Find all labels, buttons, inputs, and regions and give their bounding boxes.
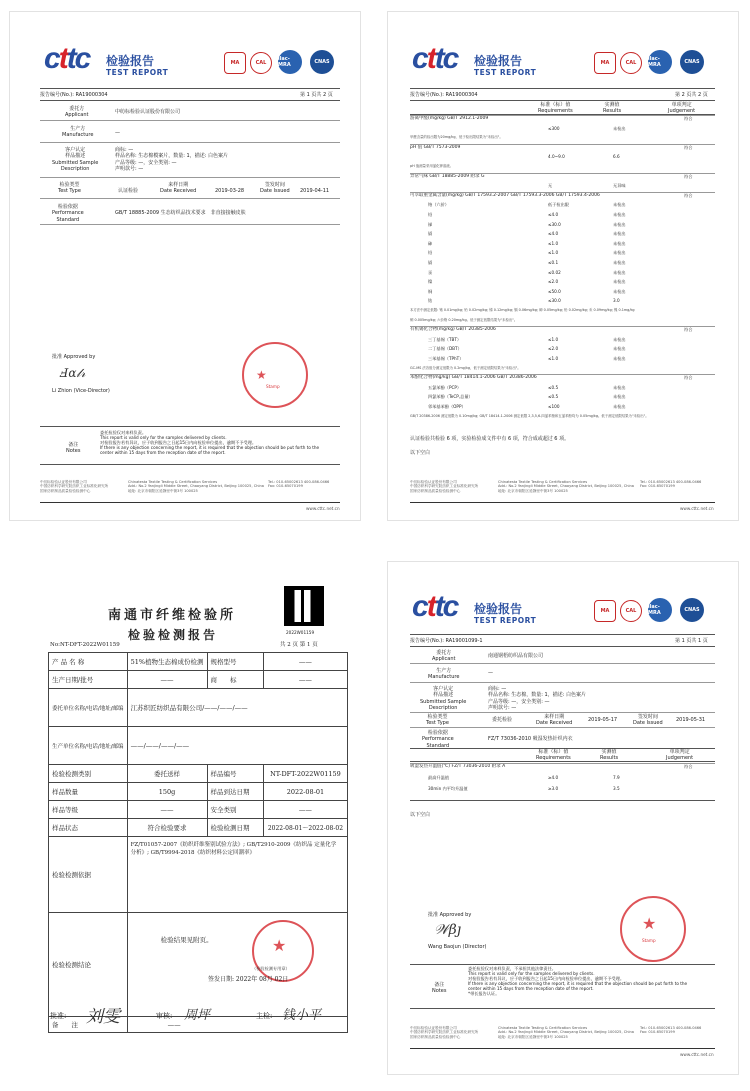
notes-label: 备注 Notes [66, 442, 81, 455]
issued-label: 签发时间 Date Issued [260, 182, 290, 195]
manufacture-value: — [488, 670, 493, 676]
logo-en: TEST REPORT [474, 616, 537, 625]
ma-badge-icon: MA [594, 600, 616, 622]
result-item-name: 镍 [428, 279, 433, 285]
safety-label: 安全类别 [207, 801, 263, 819]
result-judgement: 符合 [684, 173, 693, 179]
report-doc-1 [10, 12, 360, 520]
cal-badge-icon: CAL [620, 600, 642, 622]
result-requirement: 无 [548, 183, 553, 189]
footer-left: 中纺标检验认证股份有限公司 中国纺织科学研究院纺织工业标准化研究所 国家纺织制品质量检验检测中心 [40, 480, 109, 493]
remark-label: 备 注 [49, 1017, 128, 1033]
footer-right: Tel.: 010-65002613 400-086-0466 Fax: 010-65070199 [640, 1026, 702, 1035]
result-measured: 未检出 [613, 212, 626, 217]
basis-label: 检验依据 Performance Standard [422, 730, 454, 749]
qty-label: 样品数量 [49, 783, 128, 801]
result-item-name: 异常气味 GB/T 18885-2009 附录 G [410, 173, 485, 179]
result-requirement: ≤0.5 [548, 394, 559, 400]
footer-left: 中纺标检验认证股份有限公司 中国纺织科学研究院纺织工业标准化研究所 国家纺织制品质量检验检测中心 [410, 1026, 479, 1039]
issued-label: 签发时间 Date Issued [633, 714, 663, 727]
website: www.cttc.net.cn [680, 1052, 714, 1057]
logo-cn: 检验报告 [474, 54, 523, 68]
footer-left: 中纺标检验认证股份有限公司 中国纺织科学研究院纺织工业标准化研究所 国家纺织制品质量检验检测中心 [410, 480, 479, 493]
stamp-label: Stamp [642, 938, 656, 943]
result-measured: 未检出 [613, 384, 626, 390]
result-requirement: ≤1.0 [548, 356, 559, 361]
result-requirement: ≤30.0 [548, 298, 561, 304]
received-label: 来样日期 Date Received [160, 182, 197, 195]
notes-text: 委托检验仅对来样负责，不承担其他法律责任。 This report is valid only for the samples delivered by clients. 对检验报告若有异议，应于收到报告之日起15日内向检验单位提出，逾期不予受理。 If there is any objection concerning the report, it is required that the objection should be put forth to the center within 15 days from the reception date of the report. *带长报告认证。 [468, 966, 688, 997]
sample-desc-label: 客户认定 样品描述 Submitted Sample Description [420, 686, 467, 711]
approver-signature: Ⅎα𝓁𝓇 [60, 366, 86, 380]
result-measured: 6.6 [613, 154, 620, 160]
stamp-note: （检验检测专用章） [252, 966, 290, 971]
info-table [48, 652, 348, 1033]
col-requirements: 标准（标）值 Requirements [536, 749, 571, 762]
result-item-name: 铜 [428, 288, 433, 294]
basis-label: 检验检测依据 [49, 837, 128, 913]
client-label: 委托单位名称/电话/地址/邮编 [49, 689, 128, 727]
result-requirement: ≤4.0 [548, 212, 559, 217]
result-item-name: 二丁基锡（DBT） [428, 346, 462, 352]
date-label: 生产日期/批号 [49, 671, 128, 689]
report-doc-4 [388, 562, 738, 1074]
cnas-badge-icon: CNAS [680, 598, 704, 622]
producer-label: 生产单位名称/电话/地址/邮编 [49, 727, 128, 765]
summary: 认证检验共检验 6 项，实验检验成文件中有 6 项，符合成或超过 6 项。 [410, 436, 570, 442]
arrive-label: 样品到达日期 [207, 783, 263, 801]
logo-en: TEST REPORT [106, 68, 169, 77]
page-number: 第 1 页共 2 页 [300, 92, 333, 98]
col-judgement: 单项判定 Judgement [666, 749, 694, 762]
report-number: 报告编号(No.): RA19000304 [410, 92, 478, 98]
notes-label: 备注 Notes [432, 982, 447, 995]
logo-cn: 检验报告 [474, 602, 523, 616]
result-measured: 未检出 [613, 336, 626, 342]
result-item-name: 四氯苯酚（TeCP,总量） [428, 394, 473, 400]
qty-value: 150g [127, 783, 207, 801]
result-item-name: 游离甲醛(mg/kg) GB/T 2912.1-2009 [410, 116, 489, 121]
official-seal: ★ [252, 920, 314, 982]
row-divider [410, 173, 715, 174]
sample-no-value: NT-DFT-2022W01159 [263, 765, 347, 783]
footer-right: Tel.: 010-65002613 400-086-0466 Fax: 010-65070199 [268, 480, 330, 489]
result-judgement: 符合 [684, 327, 693, 333]
report-number: 报告编号(No.): RA19001099-1 [410, 638, 483, 644]
client-value: 中纺标检验认证股份有限公司 [115, 109, 181, 115]
cal-badge-icon: CAL [250, 52, 272, 74]
result-measured: 3.0 [613, 298, 620, 304]
cnas-badge-icon: CNAS [680, 50, 704, 74]
main-signature: 钱小平 [282, 1008, 322, 1023]
basis-value: GB/T 18885-2009 生态纺织品技术要求 非直接接触皮肤 [115, 210, 246, 216]
grade-label: 样品等级 [49, 801, 128, 819]
ma-badge-icon: MA [594, 52, 616, 74]
result-measured: 未检出 [613, 404, 626, 409]
state-value: 符合检验要求 [127, 819, 207, 837]
result-requirement: 4.0~9.0 [548, 154, 565, 160]
result-item-name: 锑 [428, 221, 433, 227]
logo-en: TEST REPORT [474, 68, 537, 77]
result-requirement: ≤50.0 [548, 288, 561, 294]
result-requirement: ≤30.0 [548, 221, 561, 227]
grade-value: —— [127, 801, 207, 819]
result-measured: 未检出 [613, 356, 626, 361]
audit-signature: 周坪 [184, 1008, 211, 1023]
result-requirement: ≤0.02 [548, 269, 561, 275]
received-value: 2019-03-28 [215, 188, 245, 194]
result-item-name: 甲醛含量的检出限为20mg/kg，低于检出限结果为"未检出"。 [410, 135, 503, 140]
result-item-name: 三丁基锡（TBT） [428, 336, 462, 342]
col-requirements: 标准（标）值 Requirements [538, 102, 573, 115]
result-measured: 未检出 [613, 231, 626, 237]
result-requirement: ≤0.1 [548, 260, 559, 265]
sample-no-label: 样品编号 [207, 765, 263, 783]
result-item-name: 铬（六价） [428, 202, 449, 208]
result-item-name: 30min 内平均升温值 [428, 786, 468, 791]
row-divider [410, 326, 715, 327]
conclusion-value: 检验结果见附页。 [160, 936, 213, 944]
type-value: 委托送样 [127, 765, 207, 783]
received-value: 2019-05-17 [588, 717, 618, 723]
result-measured: 未检出 [613, 279, 626, 285]
type-label: 检验检测类别 [49, 765, 128, 783]
main-label: 主检: [256, 1012, 273, 1020]
row-divider [410, 374, 715, 375]
sample-desc-label: 客户认定 样品描述 Submitted Sample Description [52, 147, 99, 172]
issued-value: 2019-05-31 [676, 717, 706, 723]
cttc-logo: cttc [412, 590, 458, 623]
result-item-name: pH 值 GB/T 7573-2009 [410, 144, 461, 150]
row-divider [410, 115, 715, 116]
result-judgement: 符合 [684, 192, 693, 198]
date-value: —— [127, 671, 207, 689]
report-number: 报告编号(No.): RA19000304 [40, 92, 108, 98]
basis-value-2: 分析》; GB/T9994-2018《纺织材料公定回潮率》 [130, 850, 255, 856]
result-measured: 未检出 [613, 288, 626, 294]
approve-signature: 刘雯 [86, 1007, 120, 1027]
result-requirement: ≤4.0 [548, 231, 559, 237]
result-measured: 未检出 [613, 250, 626, 256]
ilac-badge-icon: ilac-MRA [648, 50, 672, 74]
test-type-value: 认证检验 [118, 188, 139, 194]
basis-label: 检验依据 Performance Standard [52, 204, 84, 223]
report-title-2: 检验检测报告 [128, 628, 219, 642]
result-item-name: 五氯苯酚（PCP） [428, 384, 462, 390]
footer-mid: Chinatesta Textile Testing & Certification Services Add.: No.2 Yanjingli Middle Street, Chaoyang District, Beijing 100025, China 地址: 北京市朝阳区延静里中街3号 100025 [498, 480, 634, 493]
test-type-value: 委托检验 [492, 717, 513, 723]
result-item-name: 本方法中测定低限: 铬 0.01mg/kg; 铅 0.02mg/kg; 锑 0.12mg/kg; 镉 0.06mg/kg; 砷 0.05mg/kg; 铅 0.02mg/kg; 汞 0.09mg/kg; 镍 0.1mg/kg [410, 308, 635, 312]
basis-value: FZ/T 73036-2010 吸湿发热针织内衣 [488, 736, 573, 742]
official-seal: ★ [620, 896, 686, 962]
result-measured: 未检出 [613, 260, 626, 265]
received-label: 来样日期 Date Received [536, 714, 573, 727]
client-value: 江苏织匠纺织品有限公司/——/——/—— [127, 689, 347, 727]
stamp-label: Stamp [266, 384, 280, 389]
spec-value: —— [263, 653, 347, 671]
producer-value: ——/——/——/—— [127, 727, 347, 765]
sign-date: 签发日期: 2022年 08月 02日 [208, 976, 289, 983]
result-item-name: 钴 [428, 298, 433, 304]
approved-label: 批准 Approved by [52, 354, 96, 360]
result-item-name: 汞 [428, 269, 433, 275]
ilac-badge-icon: ilac-MRA [648, 598, 672, 622]
approved-label: 批准 Approved by [428, 912, 472, 918]
result-item-name: 铅 [428, 212, 433, 217]
col-results: 实测值 Results [600, 749, 619, 762]
result-item-name: 铜 0.005mg/kg; 六价铬 0.20mg/kg。低于测定低限结果为"未检出"。 [410, 317, 518, 322]
report-doc-2 [388, 12, 738, 520]
sample-desc-value: 商标: — 样品名称: 生态棉模案片，数量: 1，描述: 白色案片 产品等级: —，安全类别: — 声明款号: — [115, 147, 229, 172]
ilac-badge-icon: ilac-MRA [278, 50, 302, 74]
result-item-name: 苯酚化合物(mg/kg) GB/T 18414.1-2006 GB/T 20386-2006 [410, 375, 537, 381]
result-requirement: ≤1.0 [548, 336, 559, 342]
result-measured: 未检出 [613, 394, 626, 400]
spec-label: 规格型号 [207, 653, 263, 671]
sample-desc-value: 商标: — 样品名称: 生态棉，数量: 1，描述: 白色案片 产品等级: —，安全类别: — 声明款号: — [488, 686, 587, 711]
notes-text: 委托检验仅对来样负责。 This report is valid only for the samples delivered by clients. 对检验报告若有异议，应于收到报告之日起15日内向检验单位提出，逾期不予受理。 If there is any objection concerning the report, it is required that the objection should be put forth to the center within 15 days from the reception date of the report. [100, 430, 320, 456]
result-requirement: ≤100 [548, 404, 560, 409]
approver-name: Li Zhion (Vice-Director) [52, 388, 110, 394]
result-judgement: 符合 [684, 764, 693, 769]
result-item-name: 吸湿发热升温值(℃) FZ/T 73036-2010 附录 A [410, 764, 506, 769]
cnas-badge-icon: CNAS [310, 50, 334, 74]
report-doc-3 [30, 578, 355, 1054]
result-measured: 未检出 [613, 221, 626, 227]
logo-cn: 检验报告 [106, 54, 155, 68]
result-measured: 未检出 [613, 125, 626, 131]
report-number: No:NT-DFT-2022W01159 [50, 642, 120, 648]
row-divider [410, 763, 715, 764]
cttc-logo: cttc [44, 42, 90, 75]
official-seal: ★ [242, 342, 308, 408]
state-label: 样品状态 [49, 819, 128, 837]
footer-mid: Chinatesta Textile Testing & Certification Services Add.: No.2 Yanjingli Middle Street, Chaoyang District, Beijing 100025, China 地址: 北京市朝阳区延静里中街3号 100025 [498, 1026, 634, 1039]
cttc-logo: cttc [412, 42, 458, 75]
conclusion-label: 检验检测结论 [49, 913, 128, 1017]
website: www.cttc.net.cn [306, 506, 340, 511]
result-requirement: ≤2.0 [548, 279, 559, 285]
col-results: 实测值 Results [603, 102, 622, 115]
result-measured: 未检出 [613, 269, 626, 275]
result-judgement: 符合 [684, 375, 693, 381]
result-item-name: GB/T 20386-2006 测定低限为 0.10mg/kg; GB/T 18414.1-2006 测定低限 2,3,5,6-四氯苯酚和五氯苯酚均为 0.05mg/kg。低于测定低限结果为"未检出"。 [410, 413, 649, 418]
result-requirement: ≥3.0 [548, 786, 559, 791]
safety-value: —— [263, 801, 347, 819]
result-item-name: 邻苯基苯酚（OPP） [428, 404, 466, 409]
col-judgement: 单项判定 Judgement [668, 102, 696, 115]
result-judgement: 符合 [684, 144, 693, 150]
basis-value-1: FZ/T01057-2007《纺织纤维鉴别试验方法》; GB/T2910-2009《纺织品 定量化学 [130, 842, 337, 848]
client-value: 南通钢梧纺织品有限公司 [488, 653, 544, 659]
result-item-name: 镉 [428, 231, 433, 237]
report-title-1: 南通市纤维检验所 [108, 608, 237, 623]
result-requirement: ≥4.0 [548, 775, 559, 780]
page-number: 第 2 页共 2 页 [675, 92, 708, 98]
footer-mid: Chinatesta Textile Testing & Certification Services Add.: No.2 Yanjingli Middle Street, Chaoyang District, Beijing 100025, China 地址: 北京市朝阳区延静里中街3号 100025 [128, 480, 264, 493]
blank-below: 以下空白 [410, 450, 431, 456]
result-requirement: ≤1.0 [548, 240, 559, 246]
result-measured: 7.9 [613, 775, 620, 780]
manufacture-label: 生产方 Manufacture [428, 668, 460, 681]
trademark-value: —— [263, 671, 347, 689]
result-requirement: ≤300 [548, 125, 560, 131]
manufacture-value: — [115, 130, 120, 136]
result-measured: 未检出 [613, 240, 626, 246]
row-divider [410, 144, 715, 145]
page-number: 共 2 页 第 1 页 [280, 642, 318, 648]
result-requirement: 低于检出限 [548, 202, 569, 208]
client-label: 委托方 Applicant [432, 650, 456, 663]
approver-signature: 𝒲βȷ [434, 922, 462, 938]
client-label: 委托方 Applicant [65, 106, 89, 119]
result-requirement: ≤0.5 [548, 384, 559, 390]
product-value: 51%植物生态棉成份检测 [127, 653, 207, 671]
website: www.cttc.net.cn [680, 506, 714, 511]
result-requirement: ≤1.0 [548, 250, 559, 256]
result-item-name: 可萃取重金属含量(mg/kg) GB/T 17593.2-2007 GB/T 17593.3-2006 GB/T 17593.4-2006 [410, 192, 600, 198]
result-item-name: 三苯基锡（TPhT） [428, 356, 464, 361]
approve-label: 批准: [50, 1012, 67, 1020]
page-number: 第 1 页共 1 页 [675, 638, 708, 644]
result-item-name: 砷 [428, 240, 433, 246]
result-measured: 3.5 [613, 786, 620, 791]
cal-badge-icon: CAL [620, 52, 642, 74]
result-judgement: 符合 [684, 116, 693, 121]
ma-badge-icon: MA [224, 52, 246, 74]
qr-caption: 2022W01159 [286, 630, 315, 635]
test-type-label: 检验类型 Test Type [426, 714, 449, 727]
footer-right: Tel.: 010-65002613 400-086-0466 Fax: 010-65070199 [640, 480, 702, 489]
approver-name: Wang Baojun (Director) [428, 944, 487, 950]
period-value: 2022-08-01～2022-08-02 [263, 819, 347, 837]
result-item-name: 镉 [428, 260, 433, 265]
audit-label: 审核: [156, 1012, 173, 1020]
result-item-name: 铅 [428, 250, 433, 256]
result-measured: 未检出 [613, 202, 626, 208]
manufacture-label: 生产方 Manufacture [62, 126, 94, 139]
remark-value: —— [127, 1017, 347, 1033]
result-item-name: 最高升温值 [428, 775, 449, 780]
trademark-label: 商 标 [207, 671, 263, 689]
issued-value: 2019-04-11 [300, 188, 330, 194]
result-item-name: pH 值测量采用氯化钾溶液。 [410, 164, 454, 168]
blank-below: 以下空白 [410, 812, 431, 818]
qr-code-icon [284, 586, 324, 626]
result-item-name: 有机锡化合物(mg/kg) GB/T 20385-2006 [410, 327, 496, 333]
result-requirement: ≤2.0 [548, 346, 559, 352]
period-label: 检验检测日期 [207, 819, 263, 837]
result-measured: 无异味 [613, 183, 626, 189]
result-measured: 未检出 [613, 346, 626, 352]
result-item-name: GC-MS 法各组分测定低限为 0.2mg/kg，低于测定低限结果为"未检出"。 [410, 365, 521, 370]
product-label: 产 品 名 称 [49, 653, 128, 671]
row-divider [410, 192, 715, 193]
arrive-value: 2022-08-01 [263, 783, 347, 801]
test-type-label: 检验类型 Test Type [58, 182, 81, 195]
